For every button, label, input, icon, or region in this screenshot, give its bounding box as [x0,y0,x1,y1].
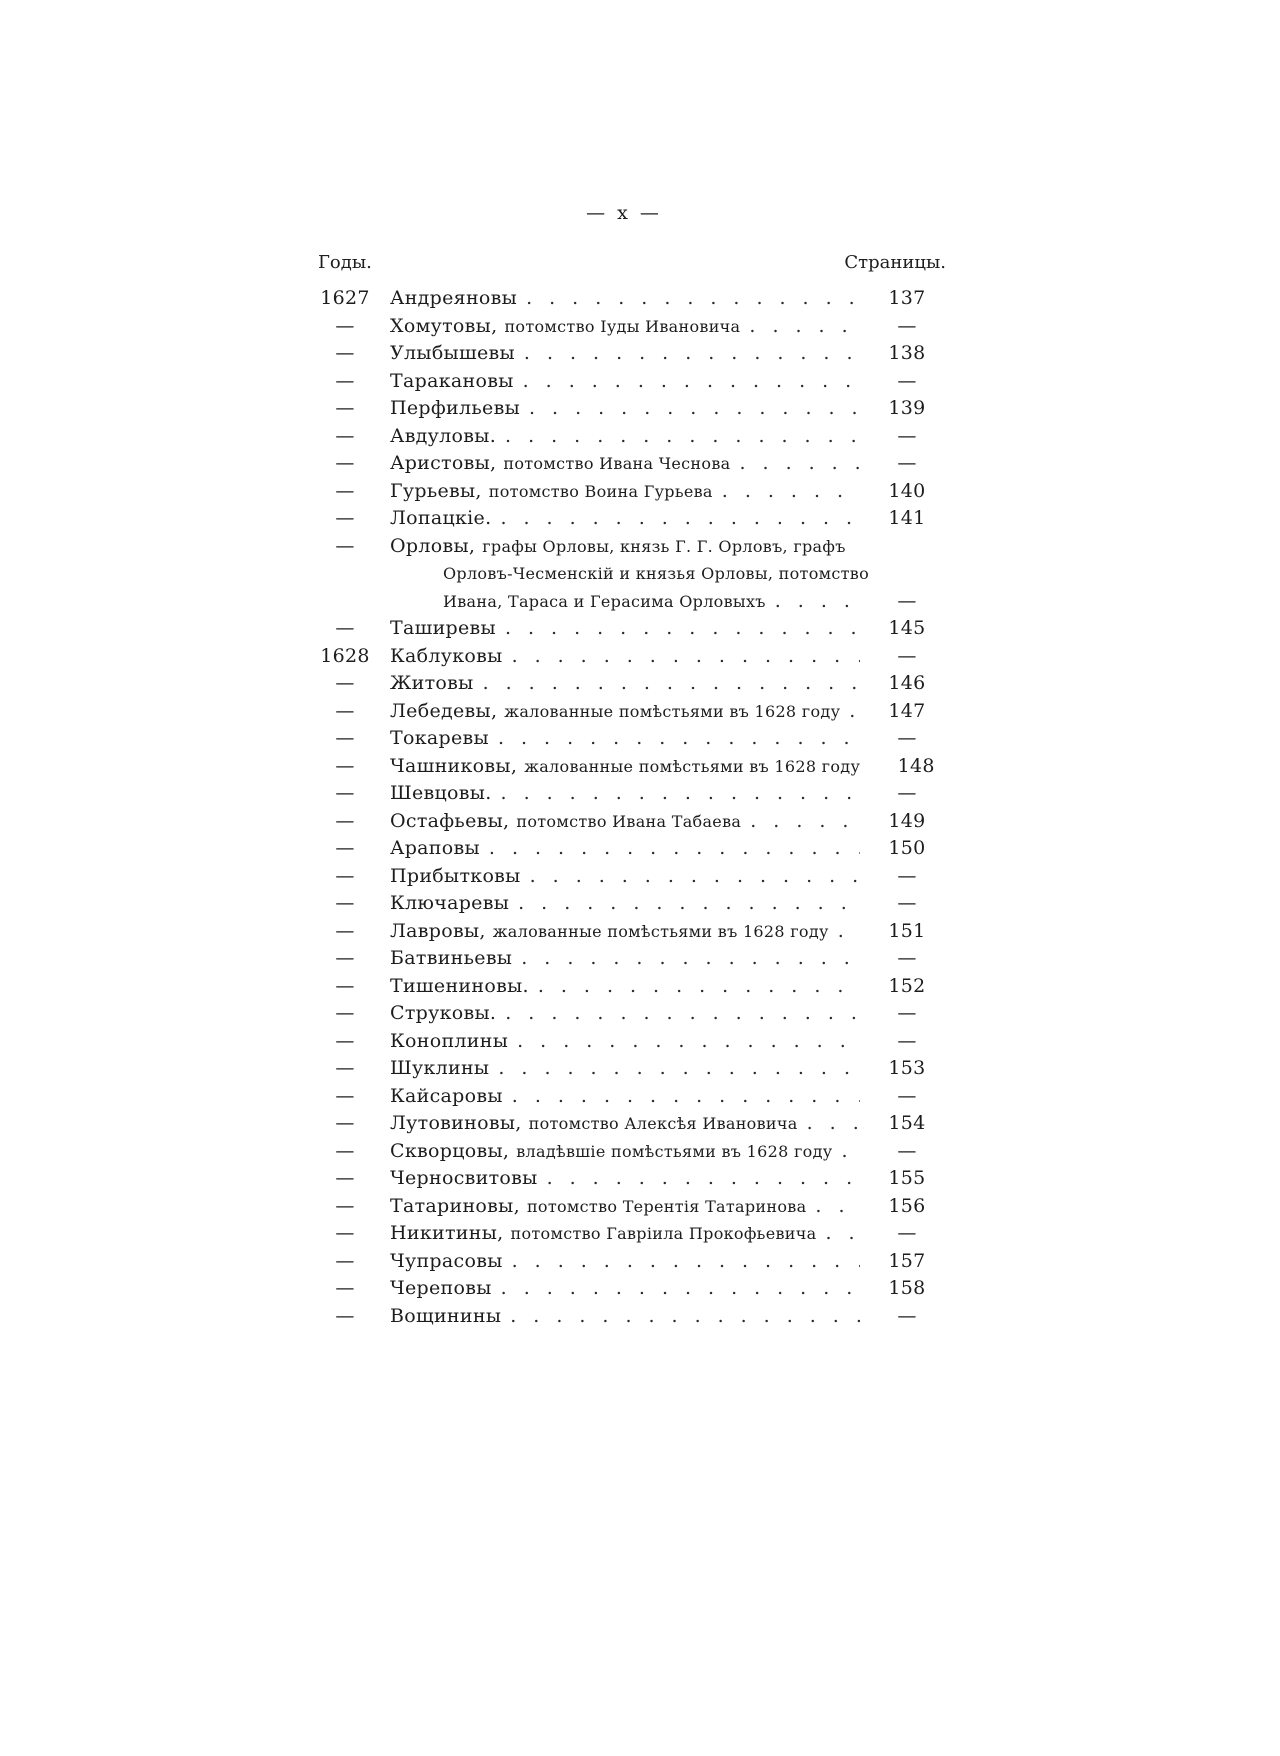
row-name: Чупрасовы [390,1249,503,1272]
toc-row [300,588,948,616]
toc-row [300,423,948,451]
leader-dots [512,1248,860,1276]
row-name: Каблуковы [390,644,503,667]
toc-row [300,560,948,588]
row-page: — [897,589,917,612]
toc-body [300,285,948,1330]
row-page: — [897,314,917,337]
leader-dots [518,890,860,918]
toc-row [300,890,948,918]
row-year: — [335,424,355,447]
leader-dots [498,1055,860,1083]
row-page: 153 [888,1057,926,1079]
toc-row [300,533,948,561]
toc-row [300,395,948,423]
toc-row [300,670,948,698]
row-year: — [335,699,355,722]
row-page: — [897,452,917,474]
toc-row [300,1275,948,1303]
row-year: — [335,1139,355,1162]
row-name: Андреяновы [390,287,518,309]
row-page: 152 [888,974,926,997]
row-name: Чашниковы, [390,754,518,777]
row-name: Лопацкіе. [390,507,492,529]
leader-dots [489,835,860,863]
row-name: Струковы. [390,1002,497,1024]
row-page: 137 [888,287,926,309]
row-year: — [335,617,355,639]
leader-dots [512,643,860,671]
row-year: — [335,1194,355,1217]
leader-dots [483,670,860,698]
toc-row [300,918,948,946]
toc-row [300,835,948,863]
row-year: — [335,892,355,914]
row-year: — [335,864,355,887]
row-desc: потомство Воина Гурьева [488,481,713,501]
row-year: — [335,1304,355,1327]
row-name: Перфильевы [390,397,520,419]
column-headers [300,251,948,275]
column-header-years: Годы. [318,252,372,273]
row-page: 146 [888,672,926,694]
row-page: — [897,1084,917,1107]
leader-dots [517,1028,860,1056]
row-desc: потомство Алексѣя Ивановича [528,1114,798,1133]
row-name: Батвиньевы [390,947,513,969]
toc-row [300,1055,948,1083]
leader-dots [722,478,860,506]
leader-dots [505,1000,860,1028]
row-year: — [335,1112,355,1134]
leader-dots [526,285,860,313]
leader-dots [750,808,860,836]
row-year: — [335,809,355,832]
row-page: — [897,369,917,392]
leader-dots [500,505,860,533]
row-year: — [335,837,355,859]
toc-row [300,478,948,506]
row-year: — [335,1222,355,1244]
row-year: — [335,1277,355,1299]
row-desc: Ивана, Тараса и Герасима Орловыхъ [443,591,766,611]
row-name: Прибытковы [390,864,521,887]
leader-dots [825,1220,860,1248]
row-page: 154 [888,1112,926,1134]
toc-row [300,780,948,808]
row-year: — [335,754,355,777]
row-name: Токаревы [390,727,489,749]
row-page: 158 [888,1277,926,1299]
row-year: — [335,1002,355,1024]
toc-row [300,725,948,753]
row-page: — [897,1222,917,1244]
row-year: — [335,727,355,749]
row-desc: жалованные помѣстьями въ 1628 году [504,701,841,721]
row-name: Скворцовы, [390,1139,510,1162]
leader-dots [498,725,860,753]
toc-row [300,808,948,836]
toc-row [300,698,948,726]
toc-row [300,1193,948,1221]
row-year: 1628 [320,644,370,667]
row-desc: потомство Гавріила Прокофьевича [510,1224,817,1243]
row-desc: потомство Ивана Чеснова [503,454,731,473]
row-name: Улыбышевы [390,342,515,364]
row-page: — [897,1139,917,1162]
row-page: — [897,727,917,749]
toc-row [300,285,948,313]
row-name: Лебедевы, [390,699,498,722]
row-page: 145 [888,617,926,639]
toc-row [300,643,948,671]
row-name: Остафьевы, [390,809,510,832]
leader-dots [815,1193,860,1221]
toc-row [300,450,948,478]
row-name: Татариновы, [390,1194,520,1217]
row-year: — [335,782,355,804]
row-name: Гурьевы, [390,479,482,502]
row-year: — [335,947,355,969]
leader-dots [841,1138,860,1166]
row-page: 150 [888,837,926,859]
leader-dots [505,423,860,451]
row-page: 138 [888,342,926,364]
row-year: — [335,974,355,997]
toc-row [300,753,948,781]
row-page: 155 [888,1167,926,1189]
row-year: — [335,479,355,502]
toc-row [300,1110,948,1138]
toc-row [300,1303,948,1331]
leader-dots [521,945,860,973]
leader-dots [501,1275,860,1303]
toc-row [300,615,948,643]
leader-dots [849,698,860,726]
toc-row [300,1248,948,1276]
row-page: — [897,892,917,914]
toc-row [300,1028,948,1056]
row-name: Черносвитовы [390,1167,538,1189]
leader-dots [547,1165,860,1193]
row-desc: графы Орловы, князь Г. Г. Орловъ, графъ [482,536,846,556]
row-name: Вощинины [390,1304,502,1327]
row-year: — [335,1167,355,1189]
row-name: Шуклины [390,1057,490,1079]
toc-row [300,945,948,973]
toc-row [300,863,948,891]
row-name: Таширевы [390,617,496,639]
row-year: — [335,919,355,942]
toc-row [300,1000,948,1028]
row-name: Коноплины [390,1029,509,1052]
row-page: 156 [888,1194,926,1217]
leader-dots [838,918,860,946]
row-name: Ключаревы [390,892,510,914]
row-year: — [335,452,355,474]
row-desc: жалованные помѣстьями въ 1628 году [524,756,861,776]
row-name: Араповы [390,837,480,859]
row-name: Авдуловы. [390,424,497,447]
row-year: — [335,672,355,694]
row-year: — [335,507,355,529]
row-page: 141 [888,507,926,529]
leader-dots [501,780,860,808]
folio-marker: — x — [586,202,662,224]
row-year: — [335,342,355,364]
row-name: Житовы [390,672,474,694]
row-year: — [335,1029,355,1052]
row-desc: жалованные помѣстьями въ 1628 году [492,921,829,941]
row-name: Никитины, [390,1222,504,1244]
leader-dots [739,450,860,478]
row-name: Лавровы, [390,919,486,942]
row-desc: потомство Іуды Ивановича [504,316,741,336]
leader-dots [512,1083,860,1111]
row-page: — [897,1029,917,1052]
row-name: Кайсаровы [390,1084,503,1107]
row-desc: Орловъ-Чесменскій и князья Орловы, потомство [443,564,870,583]
row-page: — [897,1304,917,1327]
toc-row [300,1083,948,1111]
leader-dots [529,395,860,423]
row-page: — [897,424,917,447]
leader-dots [523,368,860,396]
row-page: 140 [888,479,926,502]
toc-row [300,505,948,533]
row-page: — [897,782,917,804]
row-page: — [897,947,917,969]
row-year: — [335,314,355,337]
leader-dots [775,588,860,616]
toc-row [300,1138,948,1166]
leader-dots [510,1303,860,1331]
row-year: — [335,534,355,557]
leader-dots [505,615,860,643]
row-page: 149 [888,809,926,832]
row-name: Орловы, [390,534,476,557]
row-desc: потомство Терентія Татаринова [526,1196,807,1216]
toc-row [300,973,948,1001]
toc-row [300,1220,948,1248]
toc-row [300,1165,948,1193]
row-year: — [335,1249,355,1272]
row-page: — [897,864,917,887]
toc-row [300,340,948,368]
row-year: — [335,369,355,392]
leader-dots [807,1110,860,1138]
book-page [300,200,948,1330]
row-year: — [335,1057,355,1079]
leader-dots [530,863,860,891]
row-name: Тишениновы. [390,974,529,997]
row-name: Хомутовы, [390,314,498,337]
toc-row [300,313,948,341]
row-page: 148 [897,754,935,777]
leader-dots [524,340,860,368]
leader-dots [749,313,860,341]
row-name: Аристовы, [390,452,497,474]
toc-row [300,368,948,396]
row-name: Шевцовы. [390,782,492,804]
row-name: Таракановы [390,369,514,392]
row-year: 1627 [320,287,370,309]
row-page: — [897,1002,917,1024]
row-desc: потомство Ивана Табаева [516,811,742,831]
row-year: — [335,397,355,419]
row-page: 139 [888,397,926,419]
row-page: 157 [888,1249,926,1272]
leader-dots [538,973,860,1001]
row-page: 147 [888,699,926,722]
row-name: Лутовиновы, [390,1112,522,1134]
row-page: 151 [888,919,926,942]
row-year: — [335,1084,355,1107]
row-name: Череповы [390,1277,492,1299]
row-page: — [897,644,917,667]
column-header-pages: Страницы. [844,252,946,273]
row-desc: владѣвшіе помѣстьями въ 1628 году [516,1141,833,1161]
